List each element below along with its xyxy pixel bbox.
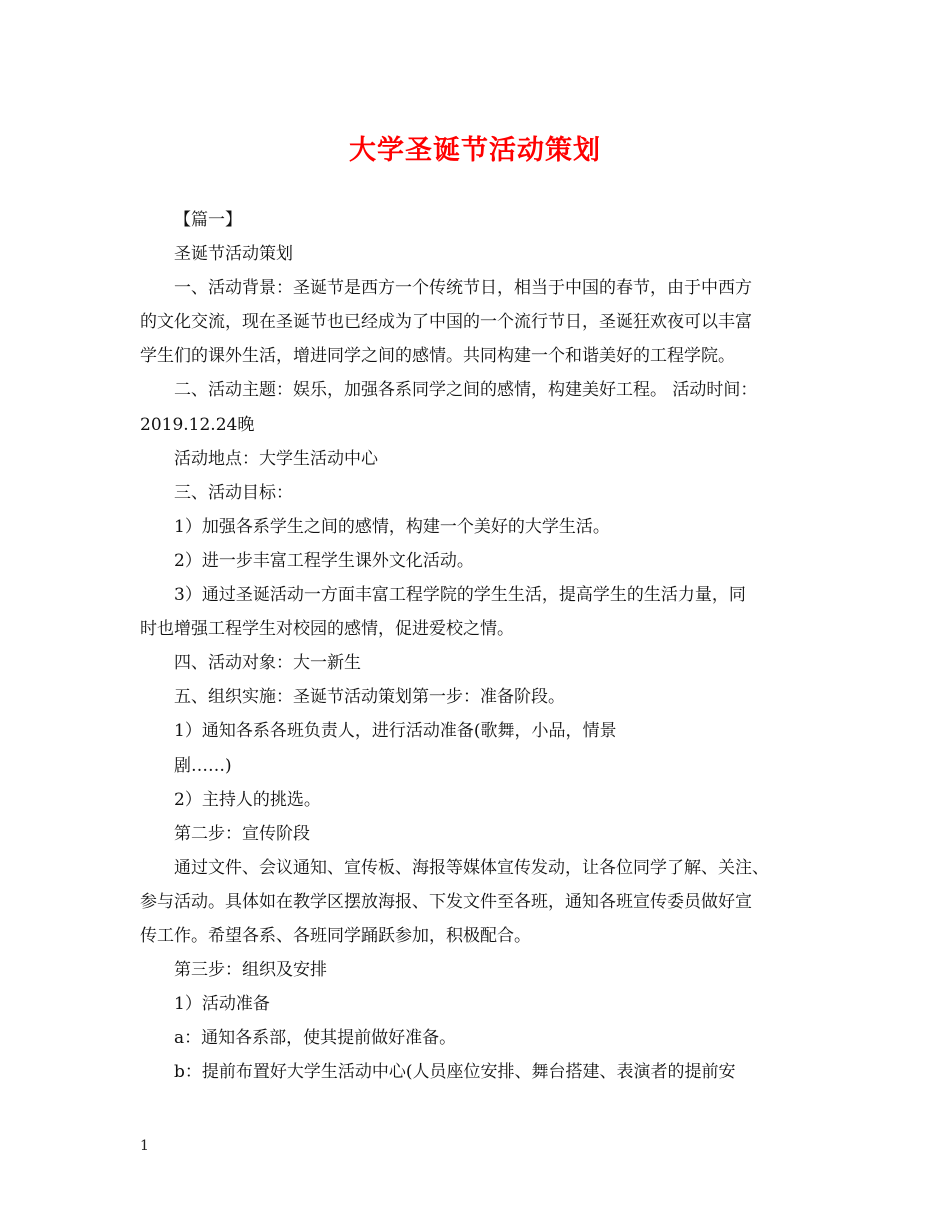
subtitle: 圣诞节活动策划 (174, 244, 293, 265)
step-heading: 第二步：宣传阶段 (174, 823, 310, 844)
list-item: a：通知各系部，使其提前做好准备。 (174, 1028, 457, 1049)
list-item: 1）活动准备 (174, 994, 270, 1015)
paragraph-line: 的文化交流，现在圣诞节也已经成为了中国的一个流行节日，圣诞狂欢夜可以丰富 (140, 312, 752, 333)
paragraph-line: 三、活动目标： (174, 482, 293, 503)
paragraph-line: 五、组织实施：圣诞节活动策划第一步：准备阶段。 (174, 687, 565, 708)
paragraph-line: 二、活动主题：娱乐，加强各系同学之间的感情，构建美好工程。 活动时间： (174, 380, 758, 401)
list-item: 2）进一步丰富工程学生课外文化活动。 (174, 550, 474, 571)
page-number: 1 (140, 1138, 149, 1154)
list-item: 3）通过圣诞活动一方面丰富工程学院的学生生活，提高学生的生活力量，同 (174, 585, 746, 606)
page-title: 大学圣诞节活动策划 (349, 135, 601, 166)
step-heading: 第三步：组织及安排 (174, 960, 327, 981)
paragraph-line: 四、活动对象：大一新生 (174, 653, 361, 674)
paragraph-line: 活动地点：大学生活动中心 (174, 448, 378, 469)
list-item: b：提前布置好大学生活动中心(人员座位安排、舞台搭建、表演者的提前安 (174, 1062, 736, 1083)
list-item: 1）通知各系各班负责人，进行活动准备(歌舞，小品，情景 (174, 721, 617, 742)
paragraph-line: 时也增强工程学生对校园的感情，促进爱校之情。 (140, 619, 514, 640)
document-body (140, 203, 820, 1089)
paragraph-line: 学生们的课外生活，增进同学之间的感情。共同构建一个和谐美好的工程学院。 (140, 346, 735, 367)
list-item: 1）加强各系学生之间的感情，构建一个美好的大学生活。 (174, 516, 610, 537)
paragraph-line: 2019.12.24晚 (140, 414, 255, 435)
paragraph-line: 传工作。希望各系、各班同学踊跃参加，积极配合。 (140, 925, 531, 946)
paragraph-line: 参与活动。具体如在教学区摆放海报、下发文件至各班，通知各班宣传委员做好宣 (140, 891, 752, 912)
paragraph-line: 一、活动背景：圣诞节是西方一个传统节日，相当于中国的春节，由于中西方 (174, 278, 752, 299)
paragraph-line: 剧……) (174, 755, 232, 776)
paragraph-line: 通过文件、会议通知、宣传板、海报等媒体宣传发动，让各位同学了解、关注、 (174, 857, 769, 878)
list-item: 2）主持人的挑选。 (174, 789, 321, 810)
section-heading: 【篇一】 (174, 210, 242, 230)
